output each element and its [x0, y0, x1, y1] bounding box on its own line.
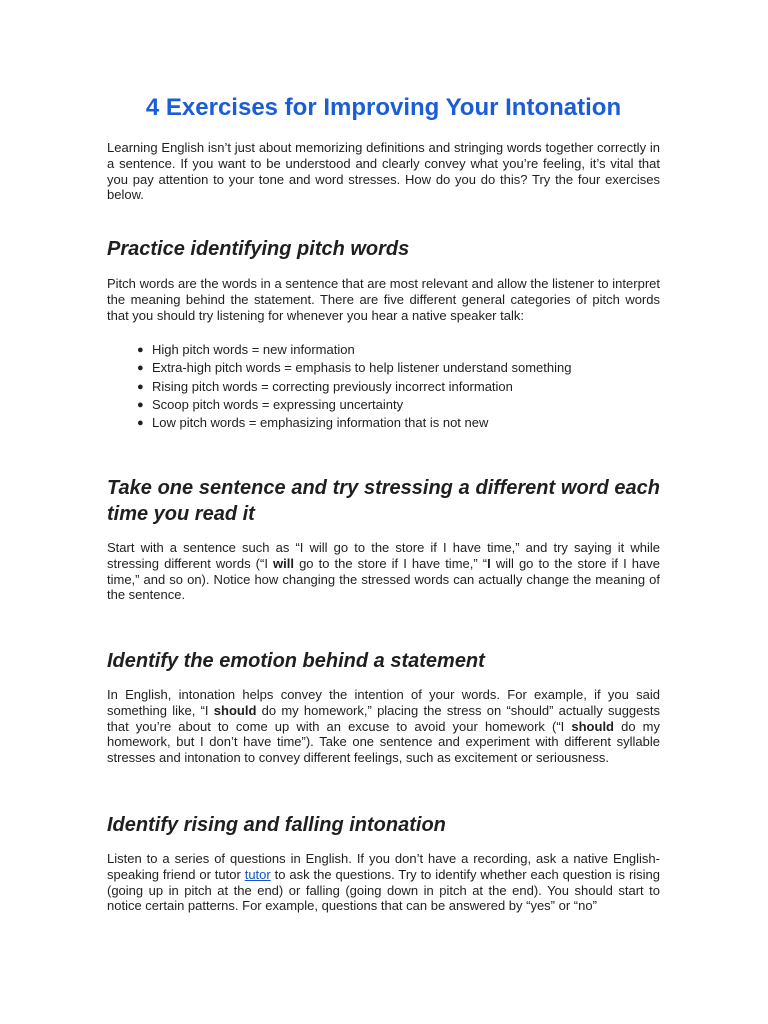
section-rising-falling	[107, 812, 660, 838]
section-emotion	[107, 648, 660, 674]
section-heading: Practice identifying pitch words	[107, 238, 410, 260]
bullet-icon: ●	[137, 344, 144, 356]
list-item: ● Extra-high pitch words = emphasis to help listener understand something	[107, 359, 660, 377]
section-body-block	[107, 540, 660, 603]
section-stress-words	[107, 475, 660, 527]
section-heading: Take one sentence and try stressing a different word each time you read it	[107, 477, 660, 525]
list-item: ● Scoop pitch words = expressing uncertainty	[107, 396, 660, 414]
pitch-words-list	[107, 341, 660, 432]
section-heading: Identify rising and falling intonation	[107, 814, 446, 836]
emphasis-word: should	[213, 702, 257, 718]
section-paragraph: Pitch words are the words in a sentence that are most relevant and allow the listener to interpret the meaning behind the statement. There are five different general categories of pitch words that you should try listening for whenever you hear a native speaker talk:	[107, 276, 660, 323]
bullet-icon: ●	[137, 398, 144, 411]
section-paragraph: Start with a sentence such as “I will go to the store if I have time,” and try saying it while stressing different words (“I will go to the store if I have time,” “I will go to the store if I have time,” and so on). Notice how changing the stressed words can actually change the meaning of the sentence.	[107, 540, 660, 603]
bullet-icon: ●	[137, 417, 144, 430]
emphasis-word: will	[273, 555, 294, 571]
section-body-block	[107, 687, 660, 766]
tutor-link[interactable]: tutor	[244, 866, 271, 882]
intro-paragraph: Learning English isn’t just about memorizing definitions and stringing words together correctly in a sentence. If you want to be understood and clearly convey what you’re feeling, it’s vital that you pay attention to your tone and word stresses. How do you do this? Try the four exercises below.	[107, 140, 660, 203]
section-paragraph: Listen to a series of questions in English. If you don’t have a recording, ask a native English-speaking friend or tutor tutor to ask the questions. Try to identify whether each question is rising (going up in pitch at the end) or falling (going down in pitch at the end). You should start to notice certain patterns. For example, questions that can be answered by “yes” or “no”	[107, 851, 661, 914]
emphasis-word: I	[487, 555, 491, 571]
bullet-icon: ●	[137, 362, 144, 375]
emphasis-word: should	[571, 718, 614, 734]
list-item: ● Rising pitch words = correcting previously incorrect information	[107, 378, 660, 396]
intro-paragraph-block	[107, 140, 660, 203]
section-pitch-words	[107, 236, 660, 262]
section-heading: Identify the emotion behind a statement	[107, 650, 485, 672]
section-body-block	[107, 276, 660, 323]
section-body-block	[107, 851, 660, 914]
list-item: ● High pitch words = new information	[107, 341, 660, 359]
section-paragraph: In English, intonation helps convey the intention of your words. For example, if you said something like, “I should do my homework,” placing the stress on “should” actually suggests that you’re about to come up with an excuse to avoid your homework (“I should do my homework, but I don’t have time”). Take one sentence and experiment with different syllable stresses and intonation to convey different feelings, such as excitement or seriousness.	[107, 687, 661, 766]
list-item: ● Low pitch words = emphasizing information that is not new	[107, 414, 660, 432]
page-title: 4 Exercises for Improving Your Intonation	[145, 94, 622, 121]
bullet-icon: ●	[137, 380, 144, 393]
